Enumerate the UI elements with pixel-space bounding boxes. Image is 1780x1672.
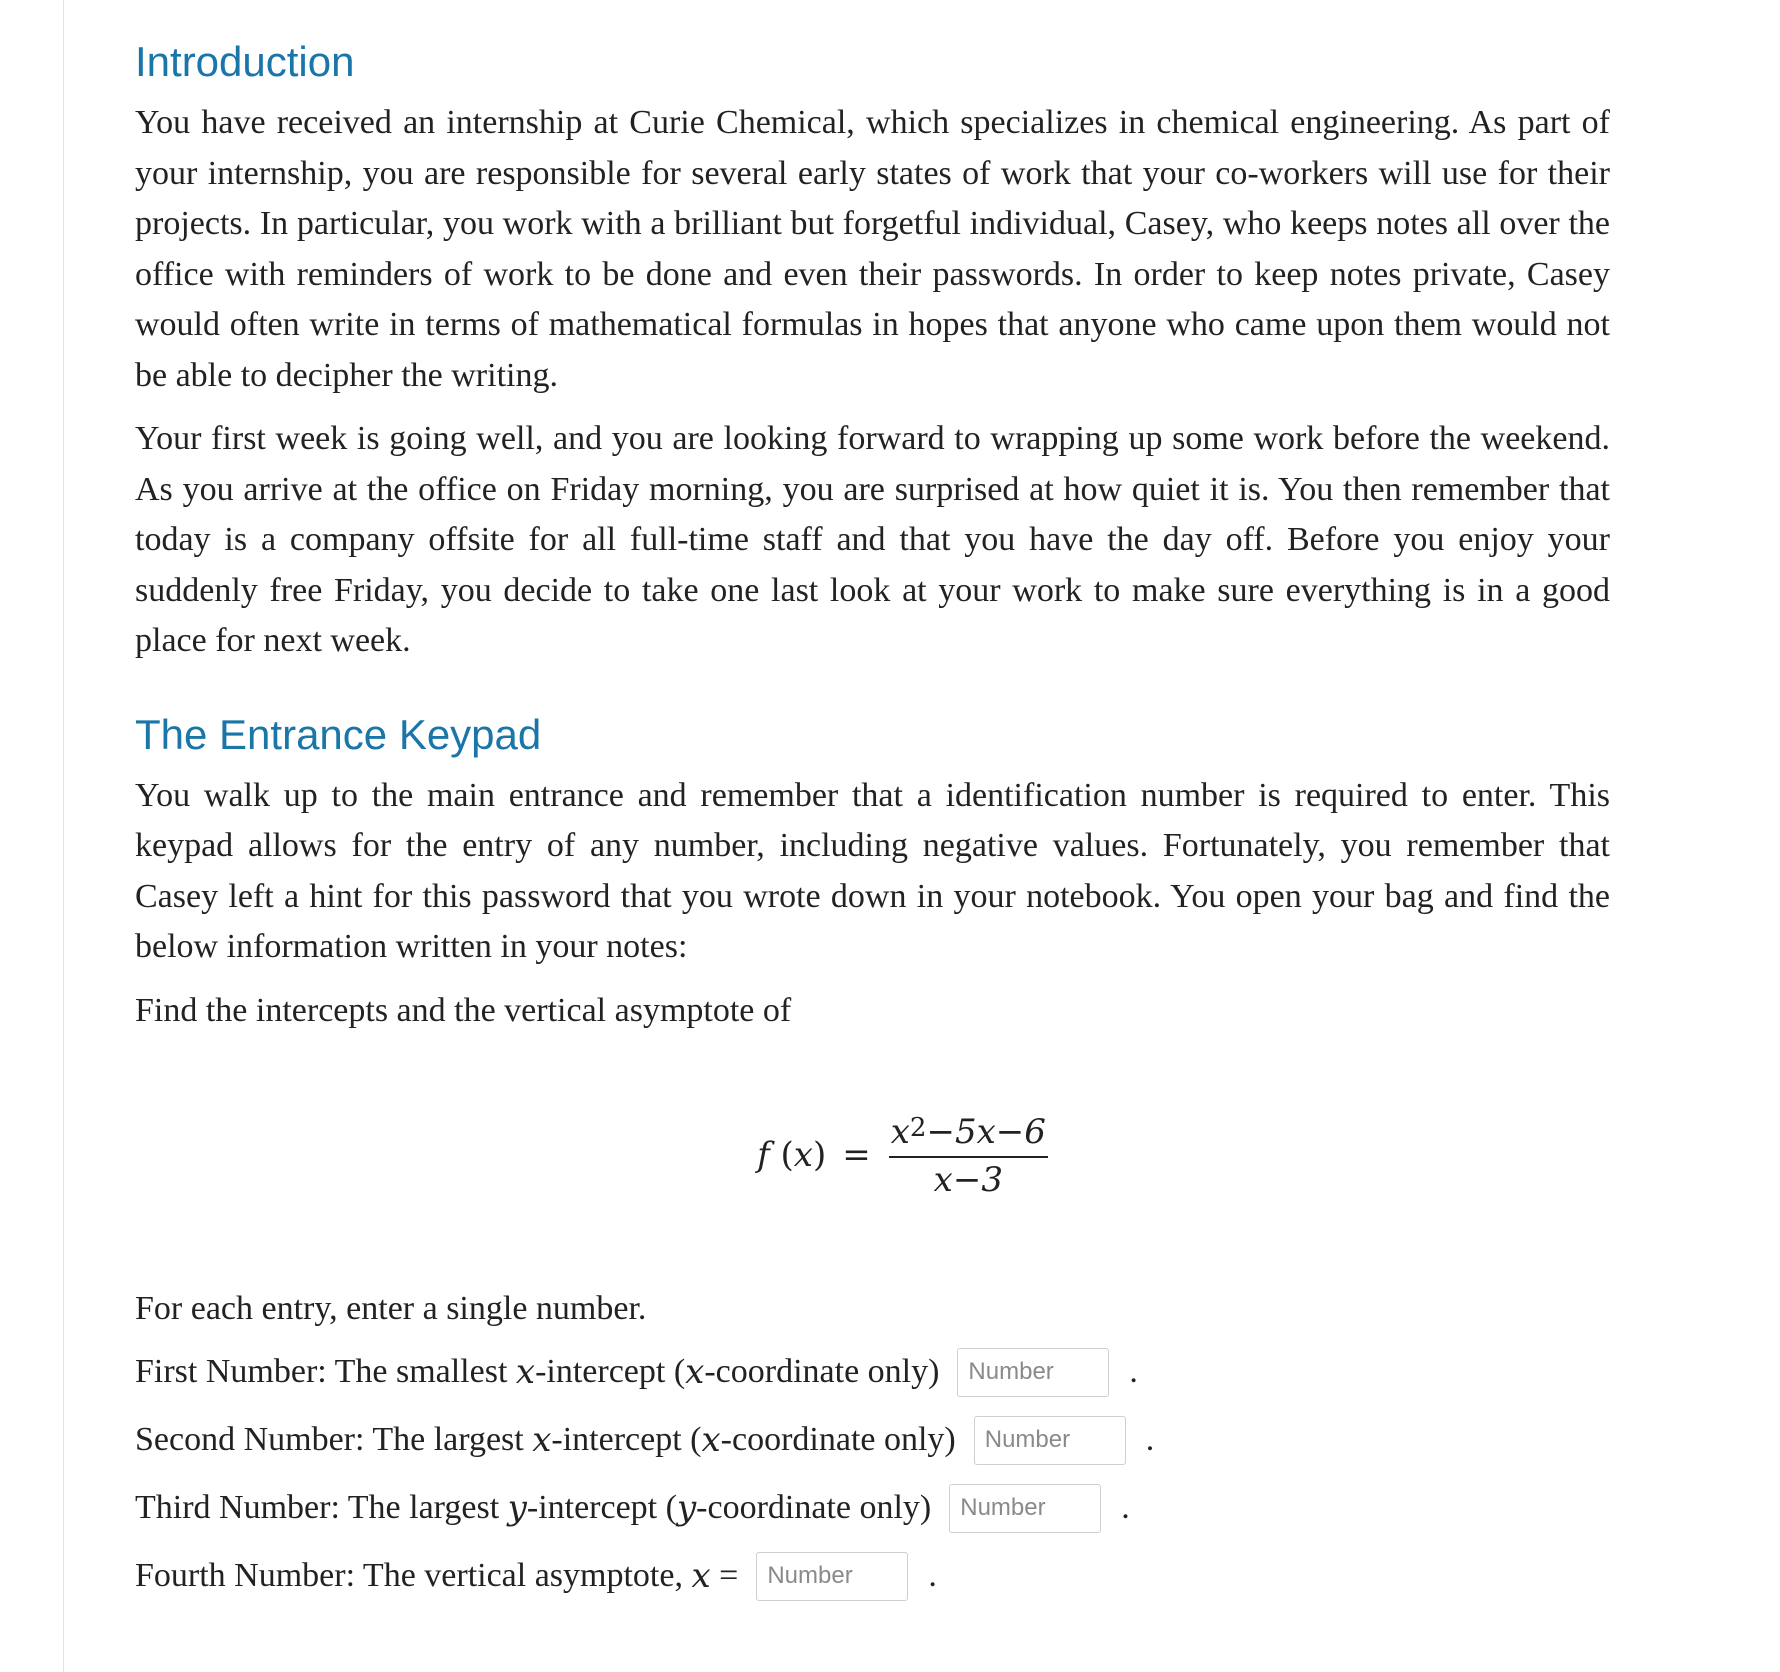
question-variable: x xyxy=(515,1352,536,1392)
question-text-mid: -intercept ( xyxy=(535,1353,686,1390)
question-equals-sign: = xyxy=(710,1557,739,1594)
numerator-exponent: 2 xyxy=(909,1113,927,1143)
question-end-period: . xyxy=(1145,1421,1155,1458)
question-end-period: . xyxy=(1129,1353,1138,1390)
question-text-prefix: Third Number: The largest xyxy=(135,1489,508,1526)
close-paren: ) xyxy=(812,1135,827,1175)
introduction-paragraph-1: You have received an internship at Curie Chemical, which specializes in chemical engineering. As part of your internship, you are responsible for several early states of work that your co-workers will use for their projects. In particular, you work with a brilliant but forgetful individual, Casey, who keeps notes all over the office with reminders of work to be done and even their passwords. In order to keep notes private, Casey would often write in terms of mathematical formulas in hopes that anyone who came upon them would not be able to decipher the writing. xyxy=(135,104,1610,394)
question-text-suffix: -coordinate only) xyxy=(704,1353,940,1390)
question-text-mid: -intercept ( xyxy=(551,1421,702,1458)
main-content xyxy=(135,0,1610,1619)
entry-instruction: For each entry, enter a single number. xyxy=(135,1290,647,1327)
equation-equals-sign: = xyxy=(842,1135,871,1175)
introduction-heading: Introduction xyxy=(135,38,355,85)
question-text-prefix: Second Number: The largest xyxy=(135,1421,533,1458)
question-text-suffix: -coordinate only) xyxy=(696,1489,932,1526)
second-number-input[interactable] xyxy=(974,1416,1126,1465)
equation-fraction xyxy=(889,1112,1048,1198)
question-text-suffix: -coordinate only) xyxy=(720,1421,956,1458)
left-border-rule xyxy=(63,0,64,1672)
question-variable-2: x xyxy=(685,1352,705,1392)
question-text-mid: -intercept ( xyxy=(526,1489,677,1526)
problem-prompt: Find the intercepts and the vertical asymptote of xyxy=(135,991,792,1029)
question-text-prefix: Fourth Number: The vertical asymptote, xyxy=(135,1557,692,1594)
function-name: f xyxy=(757,1135,770,1175)
question-variable-2: x xyxy=(701,1420,721,1460)
question-variable: x xyxy=(532,1420,552,1460)
question-variable: y xyxy=(507,1488,527,1528)
question-third-number xyxy=(135,1483,1610,1534)
numerator-base: x xyxy=(890,1112,910,1152)
question-first-number xyxy=(135,1347,1610,1398)
open-paren: ( xyxy=(780,1135,794,1175)
question-variable: x xyxy=(691,1556,711,1596)
third-number-input[interactable] xyxy=(949,1484,1101,1533)
fraction-numerator xyxy=(889,1112,1048,1158)
first-number-input[interactable] xyxy=(957,1348,1109,1397)
question-fourth-number xyxy=(135,1551,1610,1602)
numerator-rest: −5x−6 xyxy=(926,1112,1046,1152)
function-variable: x xyxy=(793,1135,813,1175)
entrance-keypad-heading: The Entrance Keypad xyxy=(135,710,542,758)
question-second-number xyxy=(135,1415,1610,1466)
fraction-denominator: x−3 xyxy=(933,1160,1003,1200)
question-end-period: . xyxy=(928,1557,937,1594)
equation-lhs xyxy=(757,1135,826,1175)
question-variable-2: y xyxy=(676,1488,697,1528)
keypad-paragraph: You walk up to the main entrance and remember that a identification number is required to enter. This keypad allows for the entry of any number, including negative values. Fortunately, you remember that Casey left a hint for this password that you wrote down in your notebook. You open your bag and find the below information written in your notes: xyxy=(135,776,1610,965)
introduction-paragraph-2: Your first week is going well, and you are looking forward to wrapping up some work before the weekend. As you arrive at the office on Friday morning, you are surprised at how quiet it is. You then remember that today is a company offsite for all full-time staff and that you have the day off. Before you enjoy your suddenly free Friday, you decide to take one last look at your work to make sure everything is in a good place for next week. xyxy=(135,420,1610,659)
question-text-prefix: First Number: The smallest xyxy=(135,1353,516,1390)
question-end-period: . xyxy=(1121,1489,1130,1526)
fourth-number-input[interactable] xyxy=(756,1552,908,1601)
function-equation xyxy=(135,1110,1610,1200)
